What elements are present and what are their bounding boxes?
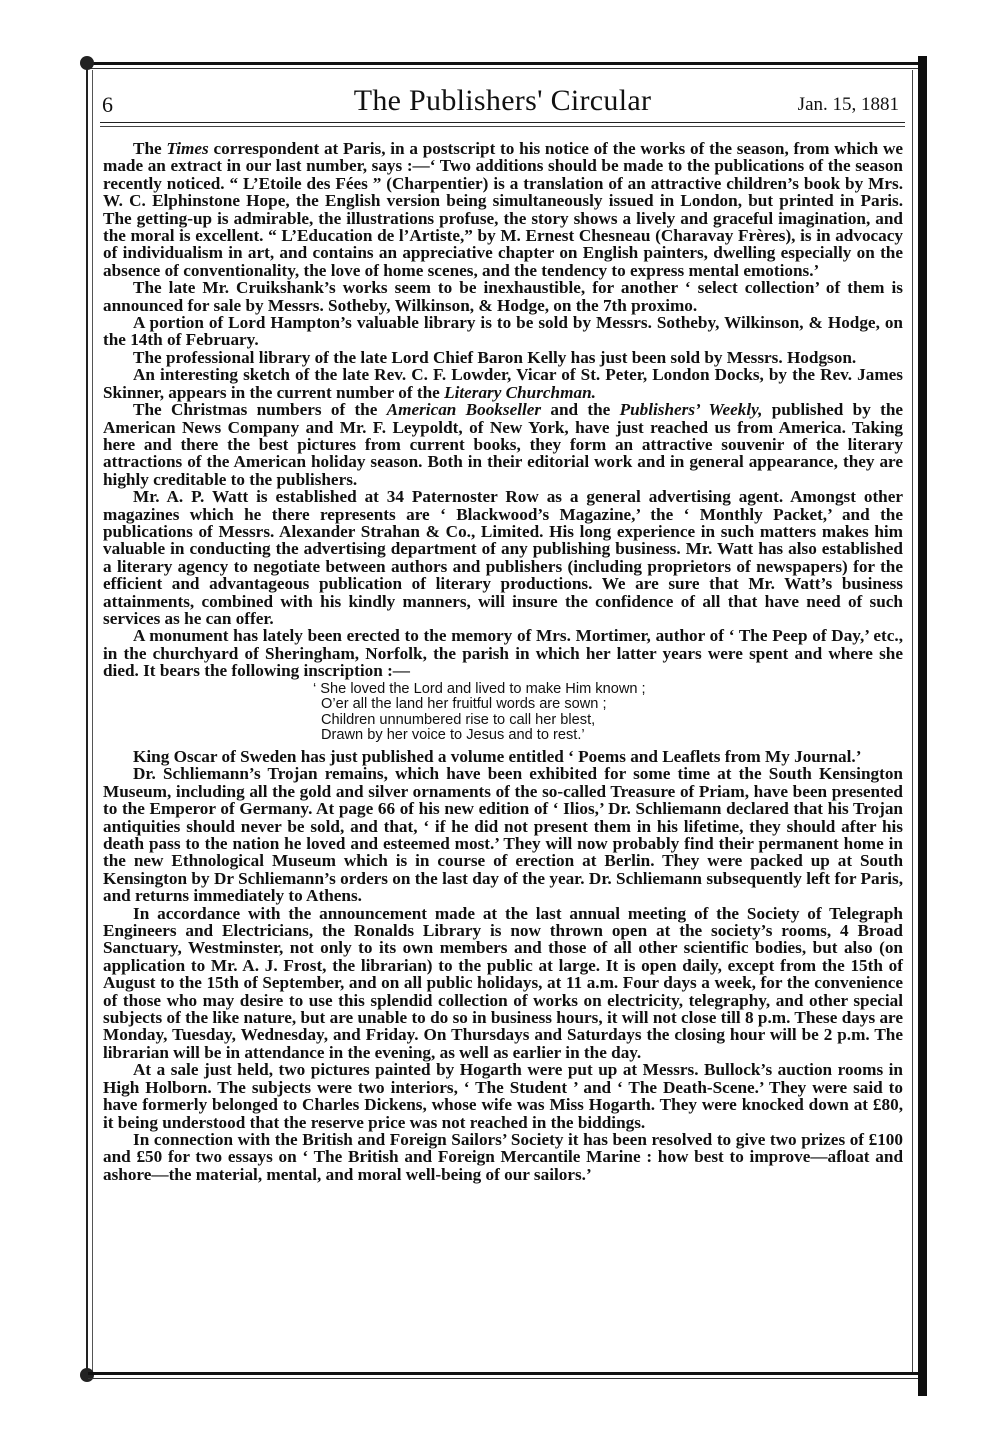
page-title: The Publishers' Circular [353,84,652,117]
right-border-rule [912,70,913,1372]
corner-ornament-icon [80,56,94,70]
paragraph-kelly-library: The professional library of the late Lord Chief Baron Kelly has just been sold by Messrs. Hodgson. [133,347,857,367]
paragraph-times-correspondent: The Times correspondent at Paris, in a postscript to his notice of the works of the season, from which we made an extract in our last number, says :—‘ Two additions should be made to the publications of the season recently noticed. “ L’Etoile des Fées ” (Charpentier) is a translation of an attractive children’s book by Mrs. W. C. Elphinstone Hope, the English version being simultaneously issued in London, but printed in Paris. The getting-up is admirable, the illustrations profuse, the story shows a lively and graceful imagination, and the moral is excellent. “ L’Education de l’Artiste,” by M. Ernest Chesneau (Charavay Frères), is in advocacy of individualism in art, and contains an appreciative chapter on English painters, dwelling especially on the absence of conventionality, the love of home scenes, and the tendency to express mental emotions.’ [103,139,903,280]
issue-date: Jan. 15, 1881 [797,94,899,115]
verse-line: Children unnumbered rise to call her blest, [321,711,596,728]
header-rule-thin [100,126,905,127]
left-border-rule [86,62,88,1380]
paragraph-cruikshank: The late Mr. Cruikshank’s works seem to be inexhaustible, for another ‘ select collection’ of them is announced for sale by Messrs. Sotheby, Wilkinson, & Hodge, on the 7th proximo. [103,278,903,315]
paragraph-king-oscar: King Oscar of Sweden has just published a volume entitled ‘ Poems and Leaflets from My Journal.’ [133,746,862,766]
paragraph-mortimer-monument: A monument has lately been erected to the memory of Mrs. Mortimer, author of ‘ The Peep of Day,’ etc., in the churchyard of Sheringham, Norfolk, the parish in which her latter years were spent and where she died. It bears the following inscription :— [103,626,903,681]
paragraph-hogarth-sale: At a sale just held, two pictures painted by Hogarth were put up at Messrs. Bullock’s auction rooms in High Holborn. The subjects were two interiors, ‘ The Student ’ and ‘ The Death-Scene.’ They were said to have formerly belonged to Charles Dickens, whose wife was Miss Hogarth. They were knocked down at £80, it being understood that the reserve price was not reached in the biddings. [103,1060,903,1132]
verse-line: ‘ She loved the Lord and lived to make Him known ; [313,680,646,697]
paragraph-ronalds-library: In accordance with the announcement made at the last annual meeting of the Society of Telegraph Engineers and Electricians, the Ronalds Library is now thrown open at the society’s rooms, 4 Broad Sanctuary, Westminster, not only to its own members and those of all other scientific bodies, but also (on application to Mr. A. J. Frost, the librarian) to the public at large. It is open daily, except from the 15th of August to the 15th of September, and on all public holidays, at 11 a.m. Four days a week, for the convenience of those who may desire to use this splendid collection of works on electricity, telegraphy, and other special subjects of the like nature, but are unable to do so in business hours, it will not close till 8 p.m. These days are Monday, Tuesday, Wednesday, and Friday. On Thursdays and Saturdays the closing hour will be 2 p.m. The librarian will be in attendance in the evening, as well as earlier in the day. [103,903,903,1062]
paragraph-sailors-society: In connection with the British and Foreign Sailors’ Society it has been resolved to give two prizes of £100 and £50 for two essays on ‘ The British and Foreign Mercantile Marine : how best to improve—afloat and ashore—the material, mental, and moral well-being of our sailors.’ [103,1129,903,1184]
paragraph-watt-agent: Mr. A. P. Watt is established at 34 Paternoster Row as a general advertising agent. Amongst other magazines which he there represents are ‘ Blackwood’s Magazine,’ the ‘ Monthly Packet,’ and the publications of Messrs. Alexander Strahan & Co., Limited. His long experience in such matters makes him valuable in conducting the advertising department of any publishing business. Mr. Watt has also established a literary agency to negotiate between authors and publishers (including proprietors of newspapers) for the efficient and advantageous publication of literary productions. We are sure that Mr. Watt’s business attainments, combined with his kindly manners, will insure the confidence of all that have need of such services as he can offer. [103,487,903,628]
bottom-border-rule-thin [88,1378,918,1379]
verse-line: Drawn by her voice to Jesus and to rest.’ [321,727,585,744]
right-binding-bar [918,56,927,1396]
inscription-verse [103,682,903,744]
article-body [103,140,903,1183]
paragraph-christmas-numbers: The Christmas numbers of the American Bookseller and the Publishers’ Weekly, published by the American News Company and Mr. F. Leypoldt, of New York, have just reached us from America. Taking here and there the best pictures from current books, they form an attractive souvenir of the literary attractions of the American holiday season. Both in their editorial work and in general appearance, they are highly creditable to the publishers. [103,400,904,489]
bottom-border-rule [88,1372,918,1375]
header-rule [100,122,905,123]
corner-ornament-icon [80,1368,94,1382]
top-border-rule [88,62,918,65]
left-border-rule-thin [92,70,93,1372]
page-header [100,84,905,118]
paragraph-schliemann: Dr. Schliemann’s Trojan remains, which have been exhibited for some time at the South Kensington Museum, including all the gold and silver ornaments of the so-called Treasure of Priam, have been presented to the Emperor of Germany. At page 66 of his new edition of ‘ Ilios,’ Dr. Schliemann declared that his Trojan antiquities should never be sold, and that, ‘ if he did not present them in his lifetime, they should after his death pass to the nation he loved and esteemed most.’ They will now probably find their permanent home in the new Ethnological Museum which is in course of erection at Berlin. They were packed up at South Kensington by Dr Schliemann’s orders on the last day of the year. Dr. Schliemann subsequently left for Paris, and returns immediately to Athens. [103,764,903,906]
paragraph-hampton-library: A portion of Lord Hampton’s valuable library is to be sold by Messrs. Sotheby, Wilkinson, & Hodge, on the 14th of February. [103,313,903,350]
page-number: 6 [102,92,113,117]
paragraph-lowder-sketch: An interesting sketch of the late Rev. C. F. Lowder, Vicar of St. Peter, London Docks, by the Rev. James Skinner, appears in the current number of the Literary Churchman. [103,365,903,402]
top-border-rule-thin [88,68,918,69]
verse-line: O’er all the land her fruitful words are sown ; [321,696,607,713]
